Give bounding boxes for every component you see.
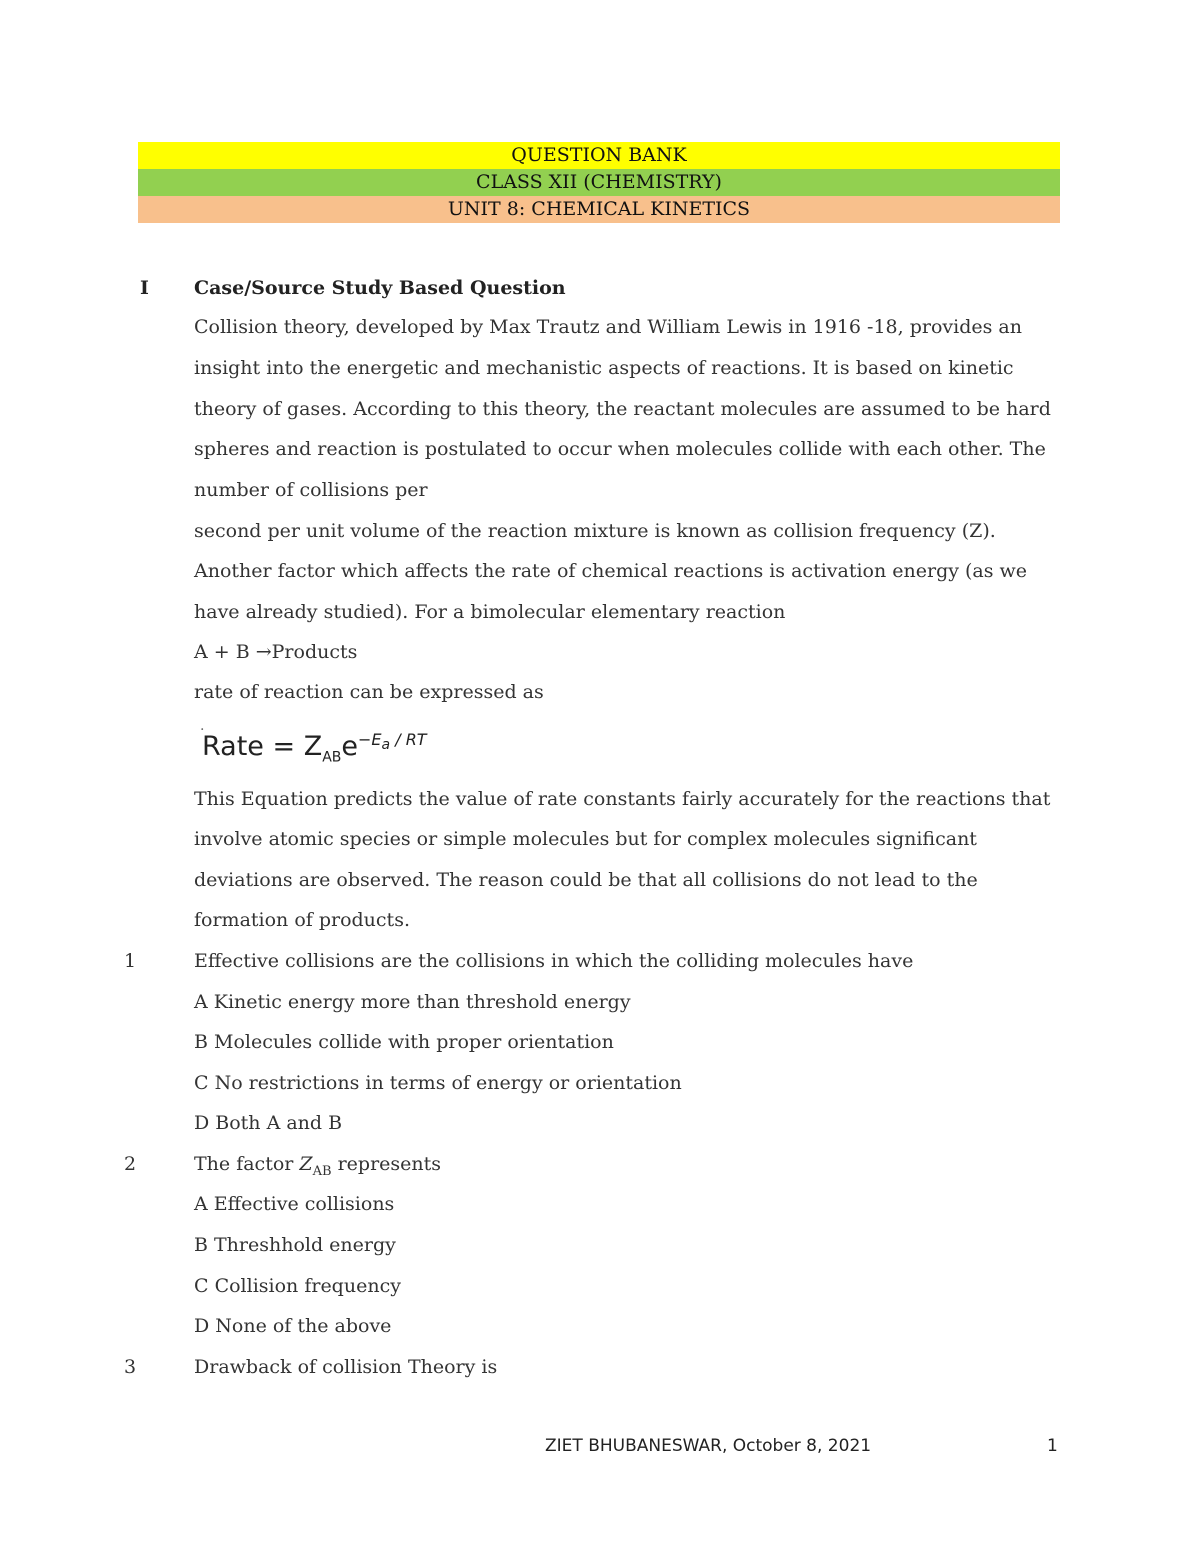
intro-line: rate of reaction can be expressed as	[194, 681, 544, 703]
explanation-line: formation of products.	[194, 909, 410, 931]
option: A Kinetic energy more than threshold energy	[194, 991, 631, 1013]
intro-line: Another factor which affects the rate of chemical reactions is activation energy (as we	[194, 560, 1028, 582]
intro-line: theory of gases. According to this theory, the reactant molecules are assumed to be hard	[194, 398, 1051, 420]
explanation-line: deviations are observed. The reason could be that all collisions do not lead to the	[194, 869, 978, 891]
explanation-line: This Equation predicts the value of rate constants fairly accurately for the reactions that	[194, 788, 1051, 810]
reaction-equation: A + B →Products	[194, 641, 358, 663]
option: A Effective collisions	[194, 1193, 395, 1215]
option: D None of the above	[194, 1315, 392, 1337]
option: D Both A and B	[194, 1112, 343, 1134]
intro-line: number of collisions per	[194, 479, 428, 501]
header-question-bank: QUESTION BANK	[138, 142, 1060, 169]
section-number: I	[140, 277, 149, 299]
section-title: Case/Source Study Based Question	[194, 277, 566, 299]
question-text: The factor $Z_{AB}$ represents	[194, 1153, 442, 1179]
question-text: Effective collisions are the collisions in which the colliding molecules have	[194, 950, 914, 972]
option: B Threshhold energy	[194, 1234, 396, 1256]
intro-line: spheres and reaction is postulated to occur when molecules collide with each other. The	[194, 438, 1046, 460]
rate-formula: Rate = $Z_{AB}e^{-E_a / RT}$	[202, 730, 427, 766]
option: C Collision frequency	[194, 1275, 401, 1297]
header-class: CLASS XII (CHEMISTRY)	[138, 169, 1060, 196]
intro-line: second per unit volume of the reaction mixture is known as collision frequency (Z).	[194, 520, 996, 542]
question-text: Drawback of collision Theory is	[194, 1356, 498, 1378]
explanation-line: involve atomic species or simple molecules but for complex molecules significant	[194, 828, 977, 850]
header-unit: UNIT 8: CHEMICAL KINETICS	[138, 196, 1060, 223]
question-number: 1	[124, 950, 137, 972]
dot-mark: .	[200, 718, 205, 734]
intro-line: Collision theory, developed by Max Trautz and William Lewis in 1916 -18, provides an	[194, 316, 1022, 338]
footer-text: ZIET BHUBANESWAR, October 8, 2021	[545, 1436, 872, 1456]
option: B Molecules collide with proper orientation	[194, 1031, 614, 1053]
intro-line: insight into the energetic and mechanistic aspects of reactions. It is based on kinetic	[194, 357, 1014, 379]
page-number: 1	[1047, 1436, 1058, 1456]
question-number: 2	[124, 1153, 137, 1175]
option: C No restrictions in terms of energy or orientation	[194, 1072, 682, 1094]
intro-line: have already studied). For a bimolecular elementary reaction	[194, 601, 786, 623]
question-number: 3	[124, 1356, 137, 1378]
